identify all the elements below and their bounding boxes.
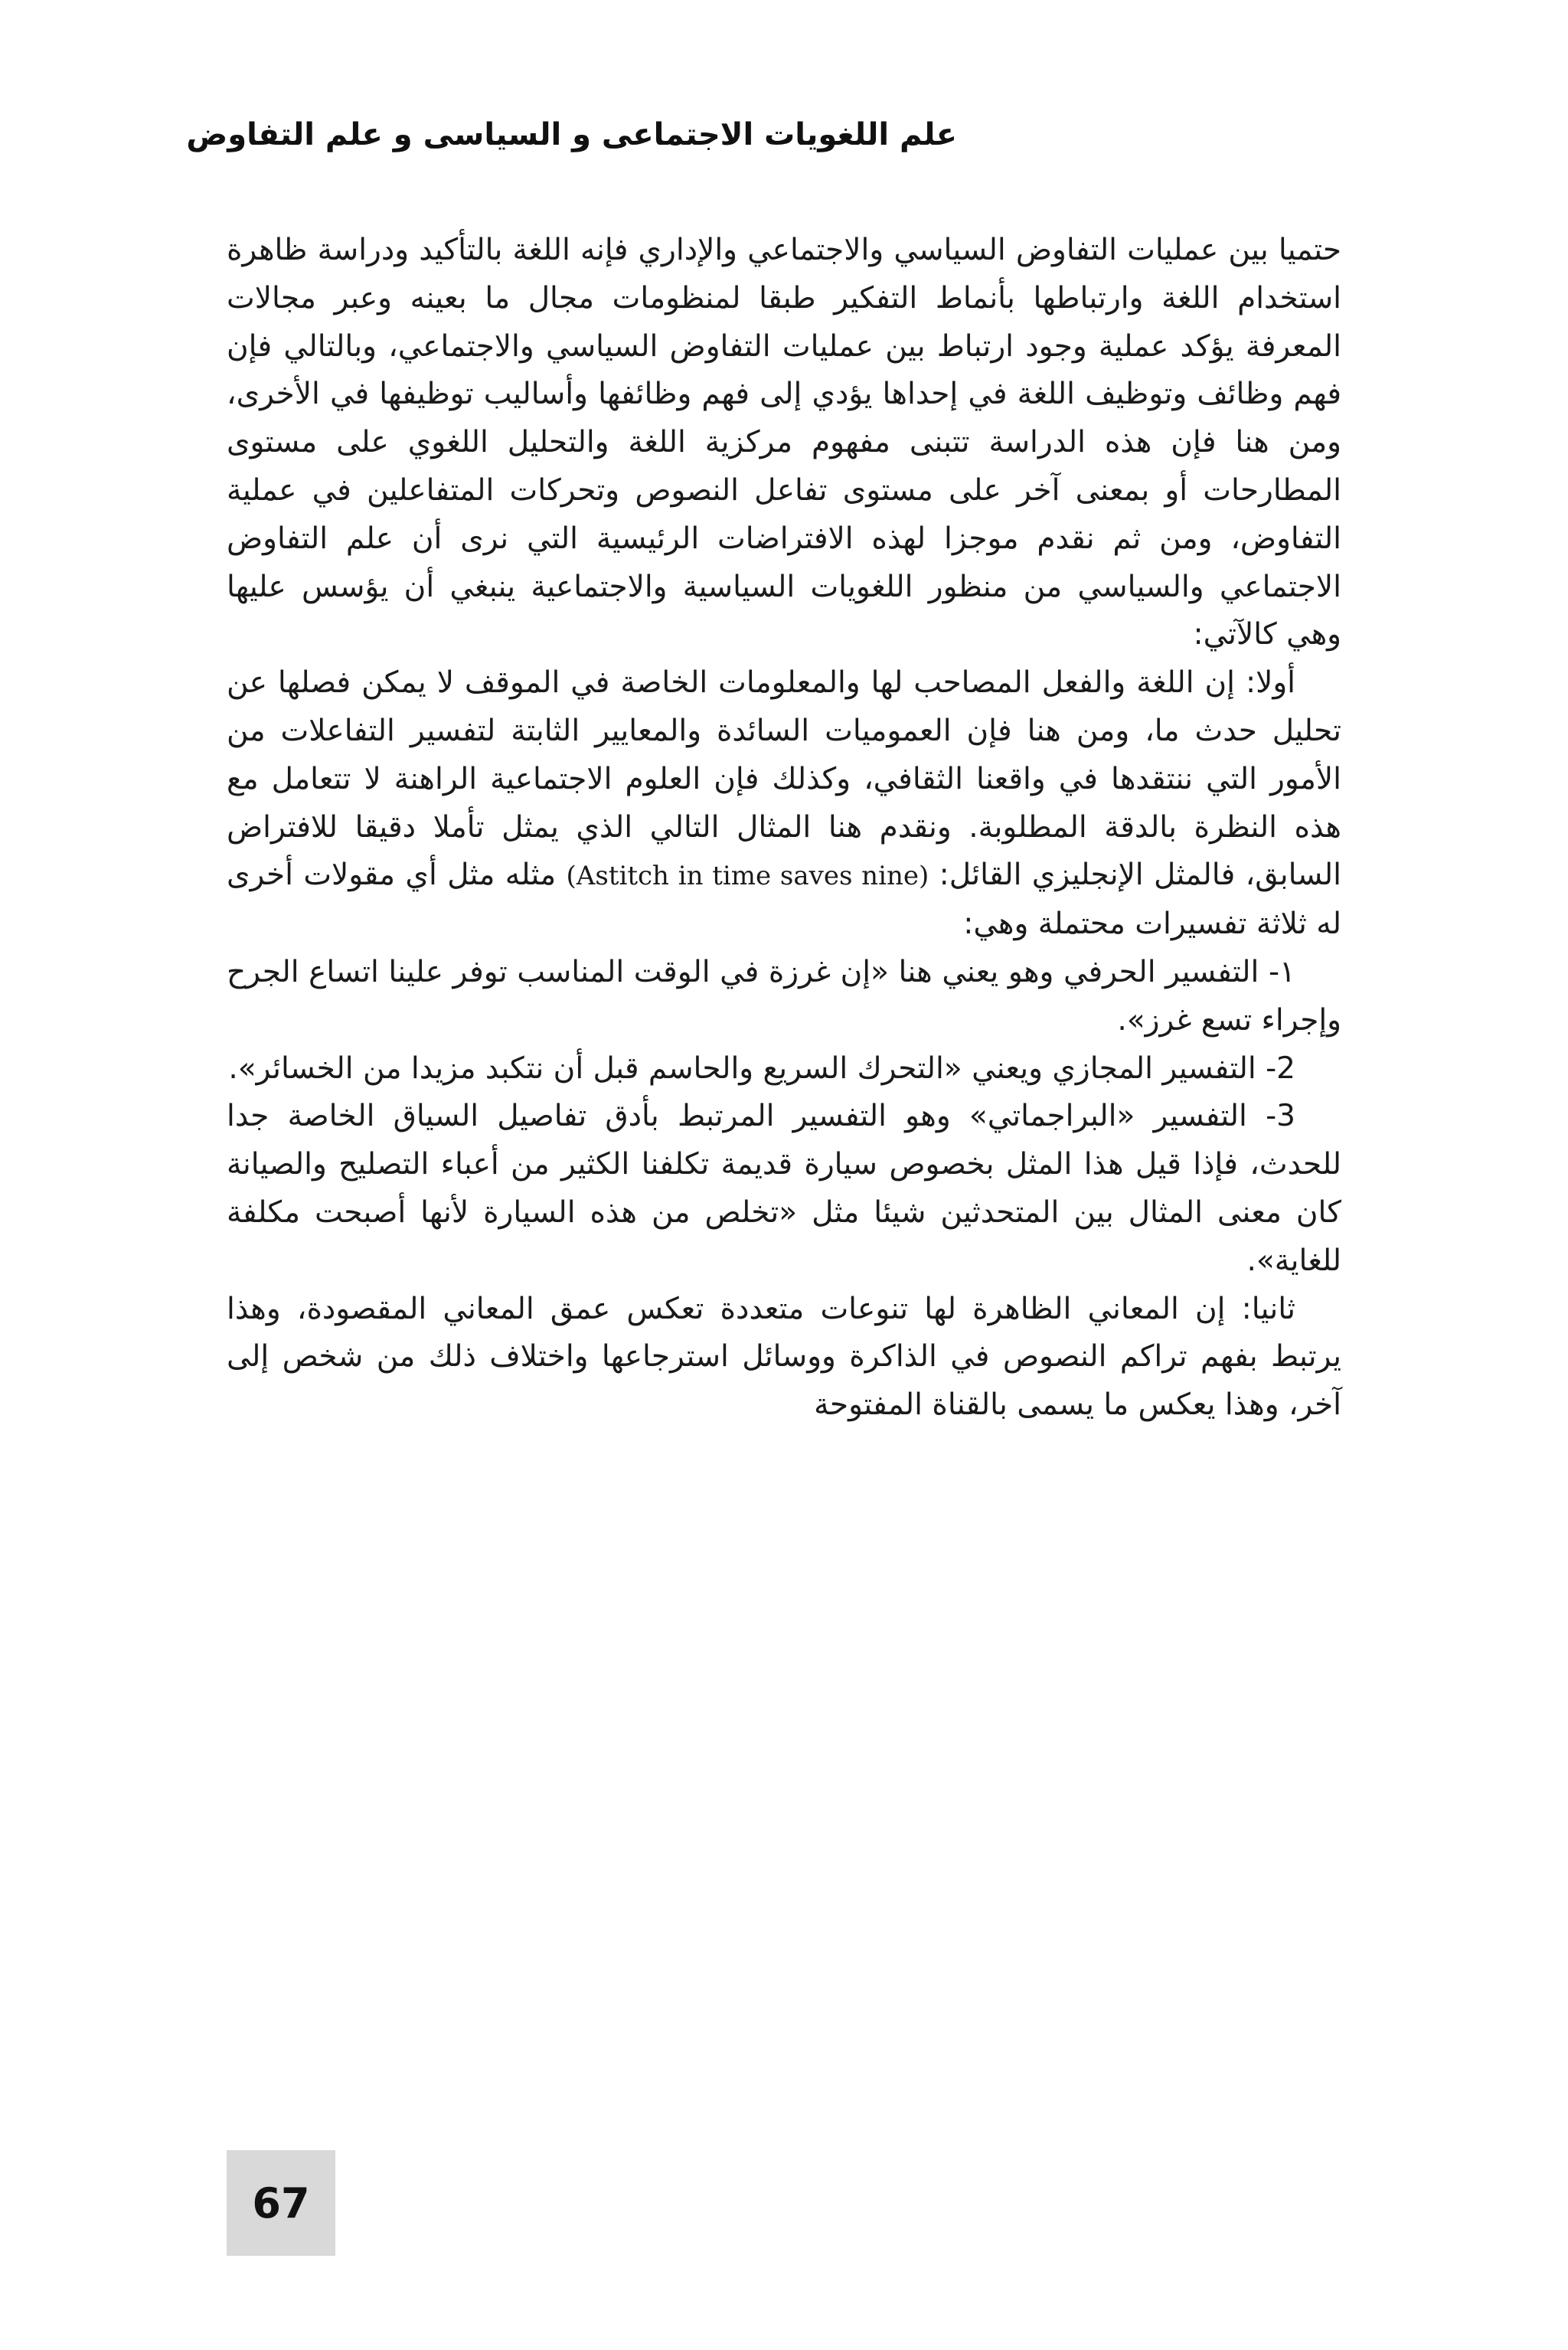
list-item-literal-interpretation: ١- التفسير الحرفي وهو يعني هنا «إن غرزة في الوقت المناسب توفر علينا اتساع الجرح وإجراء تسع غرز». [227, 954, 1341, 1038]
paragraph-first-assumption [227, 659, 1341, 949]
running-header: علم اللغويات الاجتماعى و السياسى و علم التفاوض [186, 117, 957, 152]
body-text [227, 227, 1341, 1430]
paragraph-intro: حتميا بين عمليات التفاوض السياسي والاجتماعي والإداري فإنه اللغة بالتأكيد ودراسة ظاهرة استخدام اللغة وارتباطها بأنماط التفكير طبقا لمنظومات مجال ما بعينه وعبر مجالات المعرفة يؤكد عملية وجود ارتباط بين عمليات التفاوض السياسي والاجتماعي، وبالتالي فإن فهم وظائف وتوظيف اللغة في إحداها يؤدي إلى فهم وظائفها وأساليب توظيفها في الأخرى، ومن هنا فإن هذه الدراسة تتبنى مفهوم مركزية اللغة والتحليل اللغوي على مستوى المطارحات أو بمعنى آخر على مستوى تفاعل النصوص وتحركات المتفاعلين في عملية التفاوض، ومن ثم نقدم موجزا لهذه الافتراضات الرئيسية التي نرى أن علم التفاوض الاجتماعي والسياسي من منظور اللغويات السياسية والاجتماعية ينبغي أن يؤسس عليها وهي كالآتي: [227, 233, 1341, 652]
list-item-pragmatic-interpretation: 3- التفسير «البراجماتي» وهو التفسير المرتبط بأدق تفاصيل السياق الخاصة جدا للحدث، فإذا قيل هذا المثل بخصوص سيارة قديمة تكلفنا الكثير من أعباء التصليح والصيانة كان معنى المثال بين المتحدثين شيئا مثل «تخلص من هذه السيارة لأنها أصبحت مكلفة للغاية». [227, 1099, 1341, 1278]
first-assumption-text: أولا: إن اللغة والفعل المصاحب لها والمعلومات الخاصة في الموقف لا يمكن فصلها عن تحليل حدث ما، ومن هنا فإن العموميات السائدة والمعايير الثابتة لتفسير التفاعلات من الأمور التي ننتقدها في واقعنا الثقافي، وكذلك فإن العلوم الاجتماعية الراهنة لا تتعامل مع هذه النظرة بالدقة المطلوبة. ونقدم هنا المثال التالي الذي يمثل تأملا دقيقا للافتراض السابق، فالمثل الإنجليزي القائل: [227, 665, 1341, 893]
list-item-figurative-interpretation: 2- التفسير المجازي ويعني «التحرك السريع والحاسم قبل أن نتكبد مزيدا من الخسائر». [228, 1051, 1295, 1086]
first-assumption-continuation: مثله مثل أي مقولات أخرى له ثلاثة تفسيرات محتملة وهي: [227, 858, 1341, 942]
english-proverb: (Astitch in time saves nine) [566, 861, 929, 892]
page-number-box [227, 2150, 335, 2256]
page-number: 67 [252, 2178, 310, 2227]
paragraph-second-assumption: ثانيا: إن المعاني الظاهرة لها تنوعات متعددة تعكس عمق المعاني المقصودة، وهذا يرتبط بفهم تراكم النصوص في الذاكرة ووسائل استرجاعها واختلاف ذلك من شخص إلى آخر، وهذا يعكس ما يسمى بالقناة المفتوحة [227, 1291, 1341, 1423]
